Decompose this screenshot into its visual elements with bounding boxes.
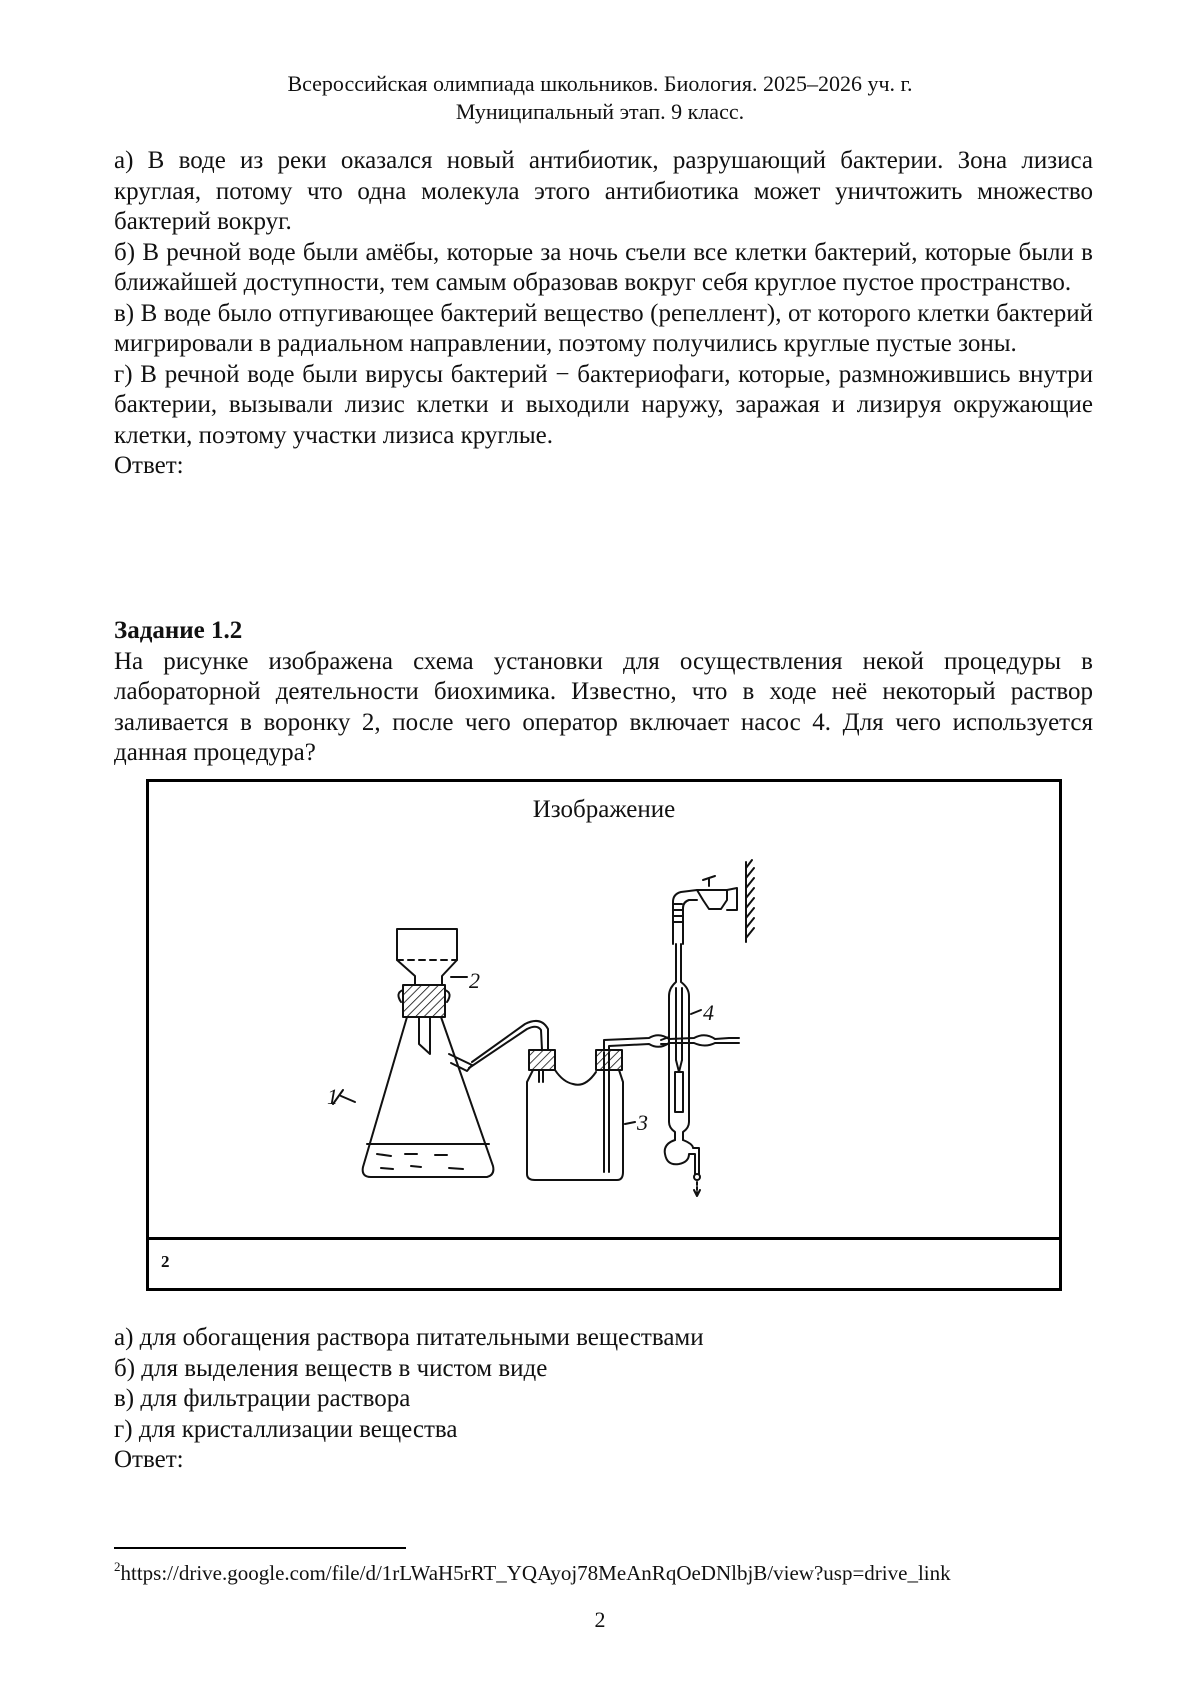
option-b: б) для выделения веществ в чистом виде (114, 1354, 548, 1382)
footnote-link[interactable]: https://drive.google.com/file/d/1rLWaH5rRT_YQAyoj78MeAnRqOeDNlbjB/view?usp=drive_link (120, 1561, 951, 1585)
safety-bottle-icon (527, 1050, 648, 1180)
task-1-1-options (114, 146, 1093, 482)
footnote-marker: 2 (114, 1559, 121, 1574)
page-header (0, 70, 1200, 126)
footnote-divider (114, 1547, 406, 1549)
figure-box (146, 779, 1062, 1291)
svg-text:4: 4 (703, 1000, 714, 1025)
task-title: Задание 1.2 (114, 617, 243, 644)
option-b: б) В речной воде были амёбы, которые за ночь съели все клетки бактерий, которые были в ближайшей доступности, тем самым образовав вокруг себя круглое пустое пространство. (114, 238, 1093, 296)
page-number: 2 (594, 1607, 606, 1632)
svg-text:2: 2 (469, 968, 480, 993)
option-a: а) В воде из реки оказался новый антибиотик, разрушающий бактерии. Зона лизиса круглая, потому что одна молекула этого антибиотика может уничтожить множество бактерий вокруг. (114, 147, 1093, 235)
task-1-2-options (114, 1323, 1093, 1476)
header-line-1: Всероссийская олимпиада школьников. Биология. 2025–2026 уч. г. (287, 71, 913, 96)
footnote (114, 1561, 951, 1586)
header-line-2: Муниципальный этап. 9 класс. (455, 99, 745, 124)
svg-text:3: 3 (637, 1110, 648, 1135)
water-jet-pump-icon (661, 860, 754, 1196)
figure-footnote-ref: 2 (161, 1252, 170, 1271)
option-v: в) В воде было отпугивающее бактерий вещество (репеллент), от которого клетки бактерий мигрировали в радиальном направлении, поэтому получились круглые пустые зоны. (114, 299, 1093, 357)
bunsen-flask-icon (327, 1017, 493, 1177)
figure-divider (149, 1237, 1059, 1240)
option-g: г) для кристаллизации вещества (114, 1415, 458, 1443)
svg-text:1: 1 (327, 1084, 338, 1109)
option-g: г) В речной воде были вирусы бактерий − бактериофаги, которые, размножившись внутри бактерии, вызывали лизис клетки и выходили наружу, заражая и лизируя окружающие клетки, поэтому участки лизиса круглые. (114, 360, 1093, 449)
answer-label: Ответ: (114, 1446, 184, 1473)
task-question: На рисунке изображена схема установки для осуществления некой процедуры в лабораторной деятельности биохимика. Известно, что в ходе неё некоторый раствор заливается в воронку 2, после чего оператор включает насос 4. Для чего используется данная процедура? (114, 647, 1093, 766)
task-1-2-header (114, 616, 1093, 769)
figure-title: Изображение (532, 796, 676, 823)
answer-label: Ответ: (114, 452, 184, 479)
option-v: в) для фильтрации раствора (114, 1385, 411, 1412)
funnel-icon (397, 929, 480, 993)
lab-apparatus-diagram (149, 782, 1059, 1237)
option-a: а) для обогащения раствора питательными веществами (114, 1324, 704, 1351)
